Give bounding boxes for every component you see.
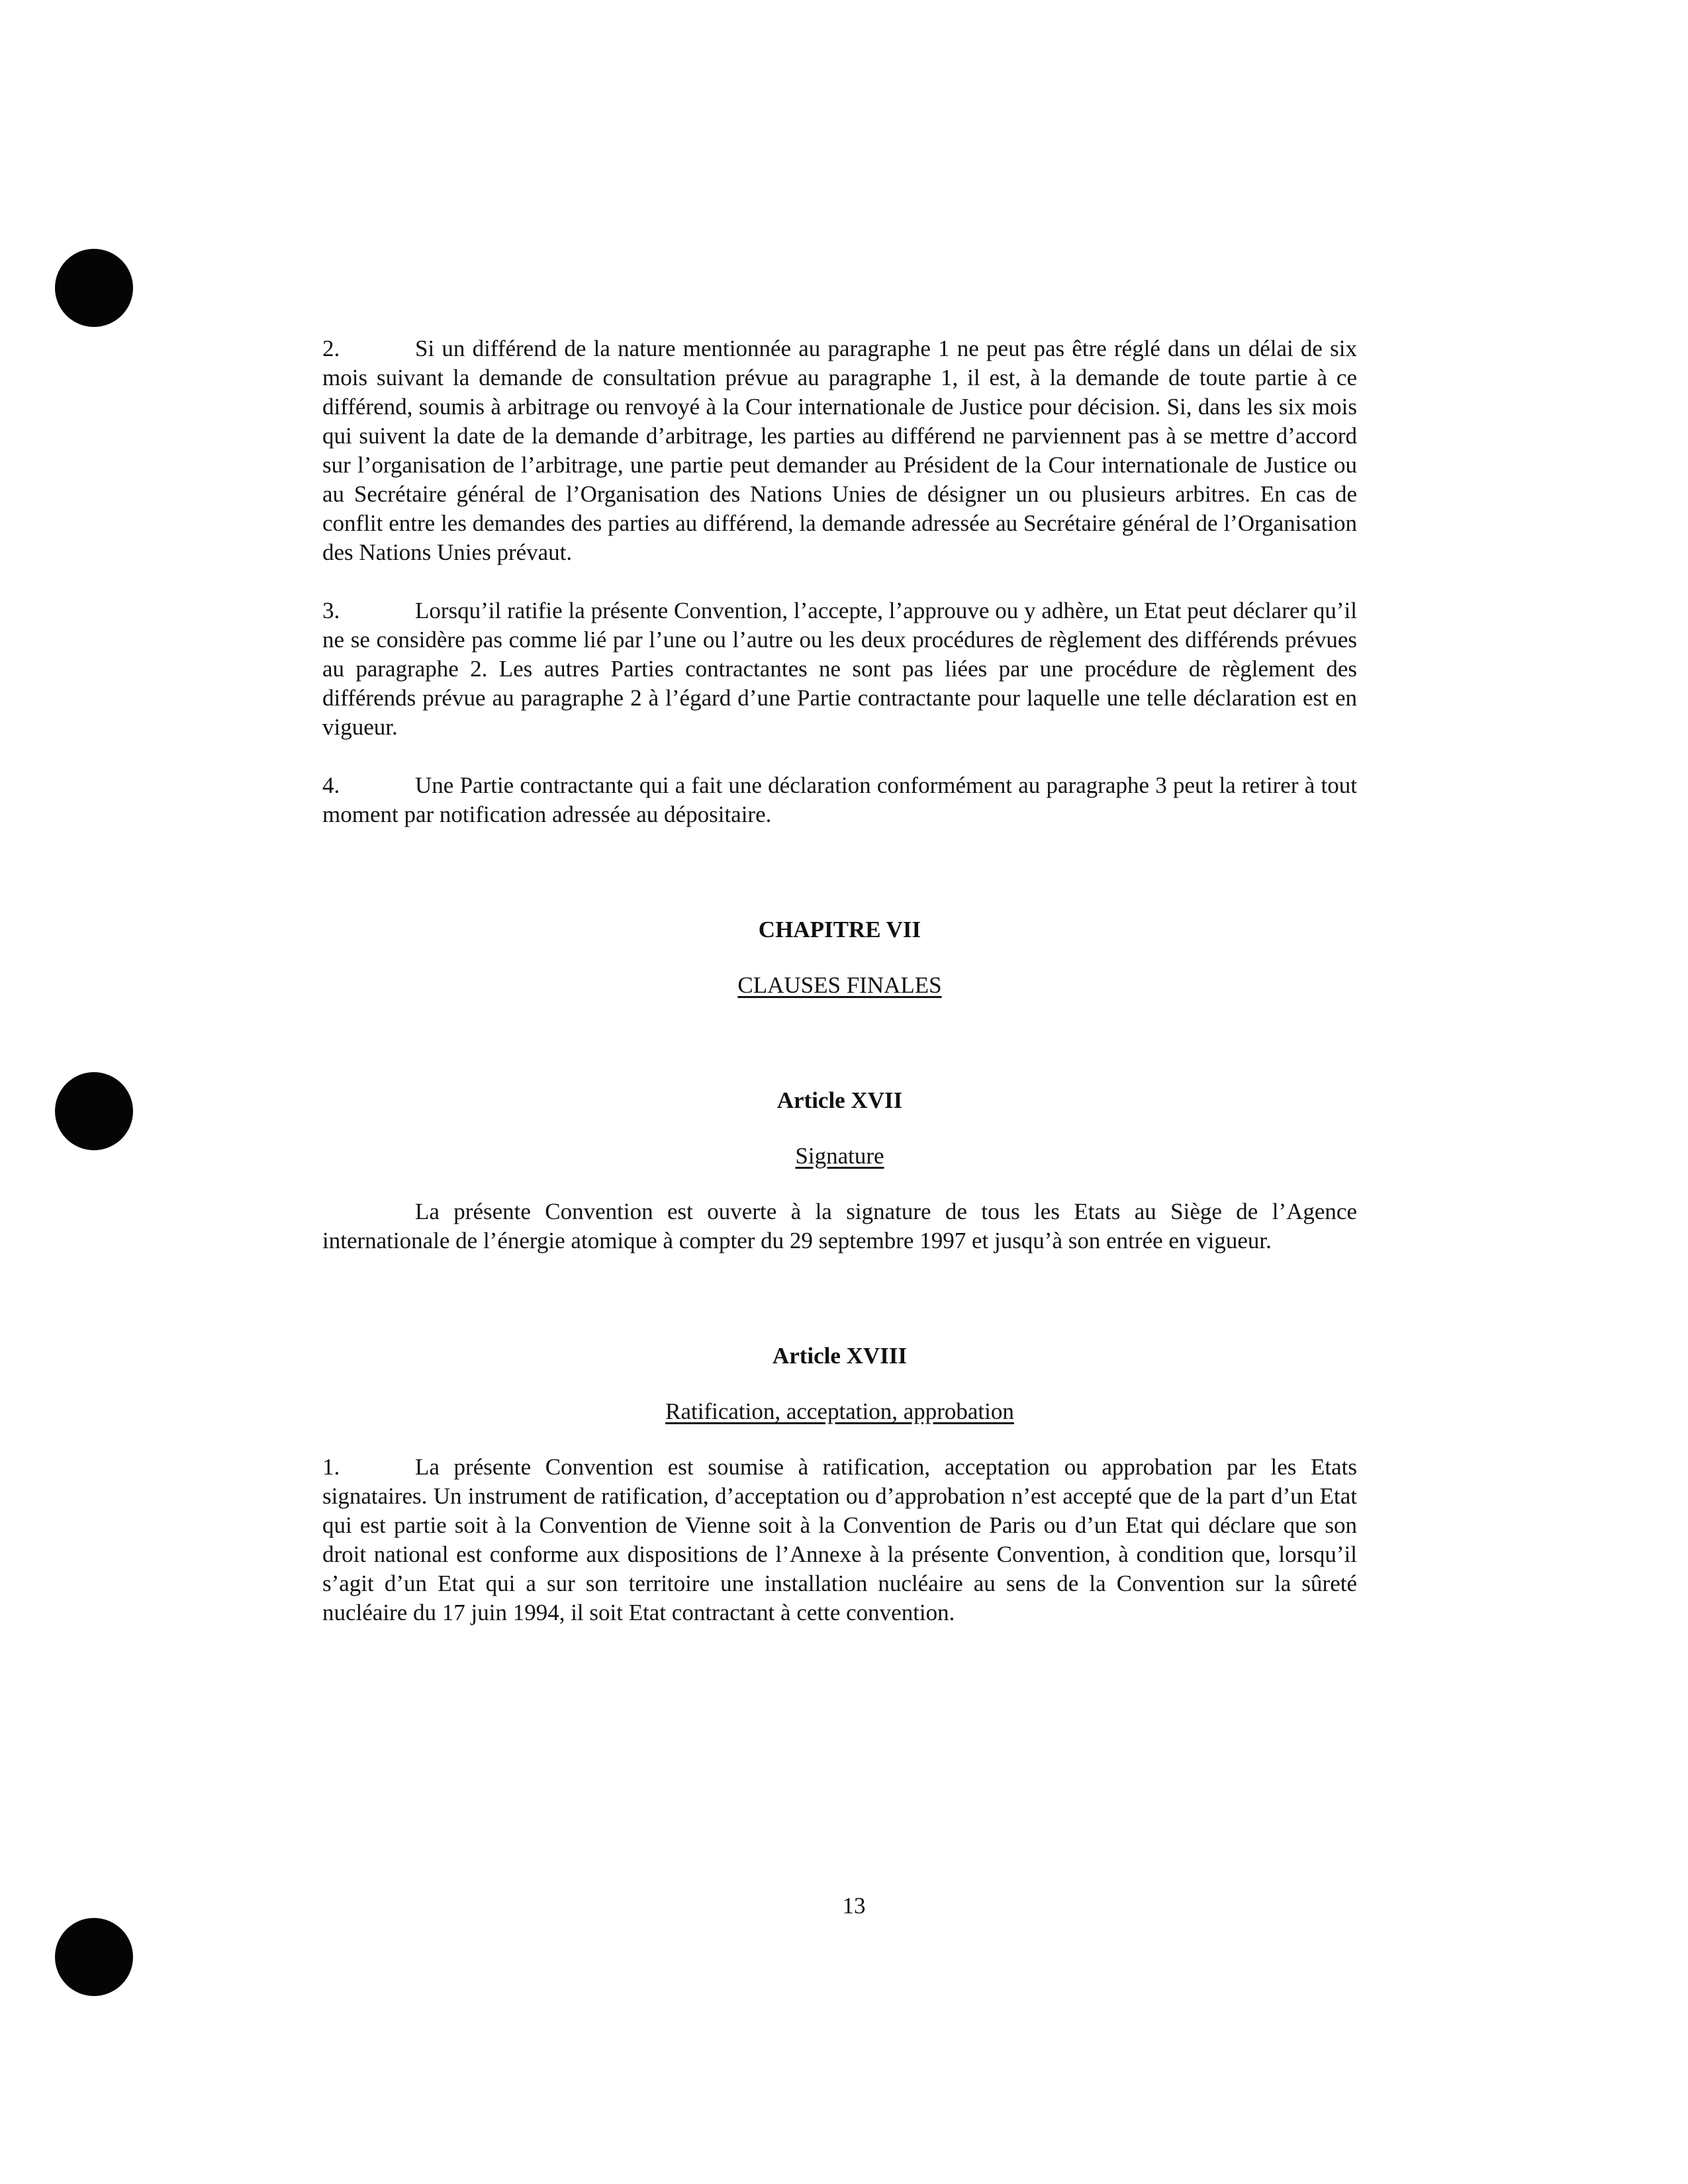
paragraph-number: 2. xyxy=(322,336,340,361)
article-17-title: Article XVII xyxy=(776,1087,903,1113)
article-18-subtitle: Ratification, acceptation, approbation xyxy=(665,1398,1014,1424)
article-18-title: Article XVIII xyxy=(772,1343,908,1369)
punch-hole-middle xyxy=(55,1072,133,1150)
punch-hole-top xyxy=(55,249,133,327)
chapter-subtitle: CLAUSES FINALES xyxy=(737,972,942,998)
paragraph-number: 4. xyxy=(322,772,340,798)
paragraph-3 xyxy=(322,596,1357,742)
article-17-subtitle: Signature xyxy=(795,1143,884,1169)
paragraph-number: 1. xyxy=(322,1454,340,1480)
page-number: 13 xyxy=(842,1893,866,1919)
paragraph-text: Si un différend de la nature mentionnée au paragraphe 1 ne peut pas être réglé dans un délai de six mois suivant la demande de consultation prévue au paragraphe 1, il est, à la demande de toute partie à ce différend, soumis à arbitrage ou renvoyé à la Cour internationale de Justice pour décision. Si, dans les six mois qui suivent la date de la demande d’arbitrage, les parties au différend ne parviennent pas à se mettre d’accord sur l’organisation de l’arbitrage, une partie peut demander au Président de la Cour internationale de Justice ou au Secrétaire général de l’Organisation des Nations Unies de désigner un ou plusieurs arbitres. En cas de conflit entre les demandes des parties au différend, la demande adressée au Secrétaire général de l’Organisation des Nations Unies prévaut. xyxy=(322,336,1357,565)
paragraph-text: Une Partie contractante qui a fait une déclaration conformément au paragraphe 3 peut la retirer à tout moment par notification adressée au dépositaire. xyxy=(322,772,1357,827)
chapter-title: CHAPITRE VII xyxy=(758,917,921,942)
article-18-paragraph-1 xyxy=(322,1453,1357,1627)
article-17-text: La présente Convention est ouverte à la signature de tous les Etats au Siège de l’Agence internationale de l’énergie atomique à compter du 29 septembre 1997 et jusqu’à son entrée en vigueur. xyxy=(322,1199,1357,1253)
document-body xyxy=(322,334,1357,1627)
paragraph-number: 3. xyxy=(322,598,340,623)
paragraph-2 xyxy=(322,334,1357,567)
paragraph-4 xyxy=(322,771,1357,829)
paragraph-text: La présente Convention est soumise à ratification, acceptation ou approbation par les Etats signataires. Un instrument de ratification, d’acceptation ou d’approbation n’est accepté que de la part d’un Etat qui est partie soit à la Convention de Vienne soit à la Convention de Paris ou d’un Etat qui déclare que son droit national est conforme aux dispositions de l’Annexe à la présente Convention, à condition que, lorsqu’il s’agit d’un Etat qui a sur son territoire une installation nucléaire au sens de la Convention sur la sûreté nucléaire du 17 juin 1994, il soit Etat contractant à cette convention. xyxy=(322,1454,1357,1625)
paragraph-text: Lorsqu’il ratifie la présente Convention, l’accepte, l’approuve ou y adhère, un Etat peut déclarer qu’il ne se considère pas comme lié par l’une ou l’autre ou les deux procédures de règlement des différends prévues au paragraphe 2. Les autres Parties contractantes ne sont pas liées par une procédure de règlement des différends prévue au paragraphe 2 à l’égard d’une Partie contractante pour laquelle une telle déclaration est en vigueur. xyxy=(322,598,1357,740)
punch-hole-bottom xyxy=(55,1918,133,1996)
